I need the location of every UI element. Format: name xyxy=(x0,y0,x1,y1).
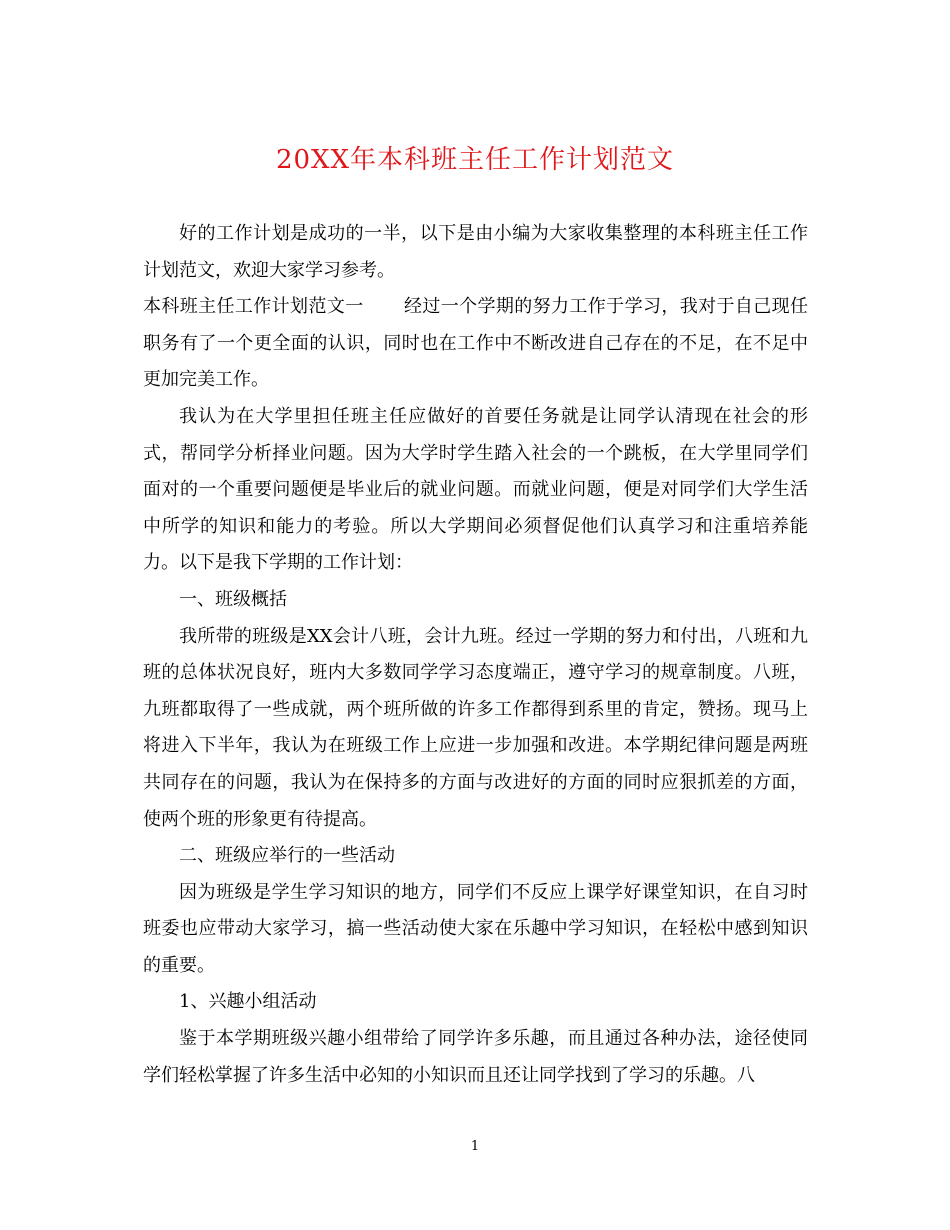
body-paragraph: 因为班级是学生学习知识的地方，同学们不反应上课学好课堂知识，在自习时班委也应带动大家学习，搞一些活动使大家在乐趣中学习知识，在轻松中感到知识的重要。 xyxy=(143,881,808,976)
section-heading-class-activities: 二、班级应举行的一些活动 xyxy=(179,845,395,867)
sample-one-paragraph xyxy=(143,289,808,399)
sample-one-text: 经过一个学期的努力工作于学习，我对于自己现任职务有了一个更全面的认识，同时也在工作中不断改进自己存在的不足，在不足中更加完美工作。 xyxy=(143,296,809,391)
section-heading-class-overview: 一、班级概括 xyxy=(179,588,287,610)
body-paragraph: 我认为在大学里担任班主任应做好的首要任务就是让同学认清现在社会的形式，帮同学分析择业问题。因为大学时学生踏入社会的一个跳板，在大学里同学们面对的一个重要问题便是毕业后的就业问题。而就业问题，便是对同学们大学生活中所学的知识和能力的考验。所以大学期间必须督促他们认真学习和注重培养能力。以下是我下学期的工作计划： xyxy=(143,405,808,574)
body-paragraph: 我所带的班级是XX会计八班，会计九班。经过一学期的努力和付出，八班和九班的总体状况良好，班内大多数同学学习态度端正，遵守学习的规章制度。八班，九班都取得了一些成就，两个班所做的许多工作都得到系里的肯定，赞扬。现马上将进入下半年，我认为在班级工作上应进一步加强和改进。本学期纪律问题是两班共同存在的问题，我认为在保持多的方面与改进好的方面的同时应狠抓差的方面，使两个班的形象更有待提高。 xyxy=(143,625,808,830)
document-body xyxy=(143,216,808,1094)
subsection-heading-interest-groups: 1、兴趣小组活动 xyxy=(179,991,317,1013)
sample-one-heading: 本科班主任工作计划范文一 xyxy=(143,296,364,318)
intro-paragraph: 好的工作计划是成功的一半，以下是由小编为大家收集整理的本科班主任工作计划范文，欢迎大家学习参考。 xyxy=(143,223,808,281)
document-title: 20XX年本科班主任工作计划范文 xyxy=(275,145,675,175)
body-paragraph: 鉴于本学期班级兴趣小组带给了同学许多乐趣，而且通过各种办法，途径使同学们轻松掌握了许多生活中必知的小知识而且还让同学找到了学习的乐趣。八 xyxy=(143,1028,808,1086)
page-number: 1 xyxy=(470,1139,480,1154)
